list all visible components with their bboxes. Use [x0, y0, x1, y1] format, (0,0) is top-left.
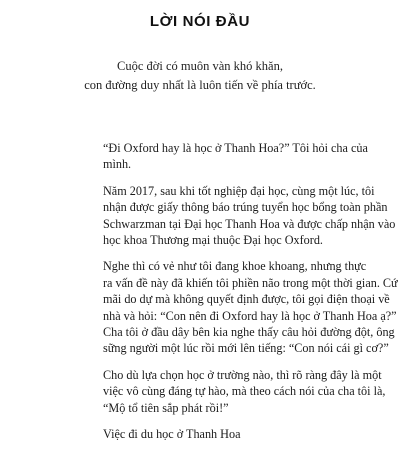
- text-line: Cha tôi ở đầu dây bên kia nghe thấy câu hỏi đường đột, ông: [103, 325, 395, 340]
- body-text: [87, 140, 398, 453]
- epigraph-line: con đường duy nhất là luôn tiến về phía trước.: [84, 78, 316, 92]
- paragraph: [87, 426, 357, 442]
- paragraph: [87, 367, 386, 416]
- text-line: nhà và hỏi: “Con nên đi Oxford hay là học ở Thanh Hoa ạ?”: [103, 308, 397, 323]
- page-title: LỜI NÓI ĐẦU: [149, 13, 251, 30]
- epigraph-line: Cuộc đời có muôn vàn khó khăn,: [117, 59, 283, 73]
- text-line: Việc đi du học ở Thanh Hoa: [103, 427, 241, 442]
- text-line: Năm 2017, sau khi tốt nghiệp đại học, cùng một lúc, tôi: [103, 183, 375, 198]
- text-line: Nghe thì có vẻ như tôi đang khoe khoang, nhưng thực: [103, 259, 367, 274]
- text-line: Schwarzman tại Đại học Thanh Hoa và được chấp nhận vào: [103, 216, 396, 231]
- text-line: “Mộ tổ tiên sắp phát rồi!”: [103, 400, 229, 415]
- text-line: nhận được giấy thông báo trúng tuyển học bổng toàn phần: [103, 200, 388, 215]
- text-line: “Đi Oxford hay là học ở Thanh Hoa?” Tôi hỏi cha của: [103, 141, 368, 155]
- text-line: mình.: [103, 157, 132, 172]
- paragraph: [87, 140, 368, 173]
- text-line: sững người một lúc rồi mới lên tiếng: “Con nói cái gì cơ?”: [103, 341, 389, 356]
- text-line: học khoa Thương mại thuộc Đại học Oxford.: [103, 233, 323, 248]
- text-line: việc vô cùng đáng tự hào, mà theo cách nói của cha tôi là,: [103, 384, 386, 399]
- paragraph: [87, 258, 398, 356]
- text-line: mãi do dự mà không quyết định được, tôi gọi điện thoại về: [103, 292, 390, 307]
- paragraph: [87, 183, 396, 249]
- text-line: Cho dù lựa chọn học ở trường nào, thì rõ ràng đây là một: [103, 367, 382, 382]
- epigraph: [0, 57, 400, 95]
- text-line: ra vấn đề này đã khiến tôi phiền não trong một thời gian. Cứ: [103, 275, 398, 290]
